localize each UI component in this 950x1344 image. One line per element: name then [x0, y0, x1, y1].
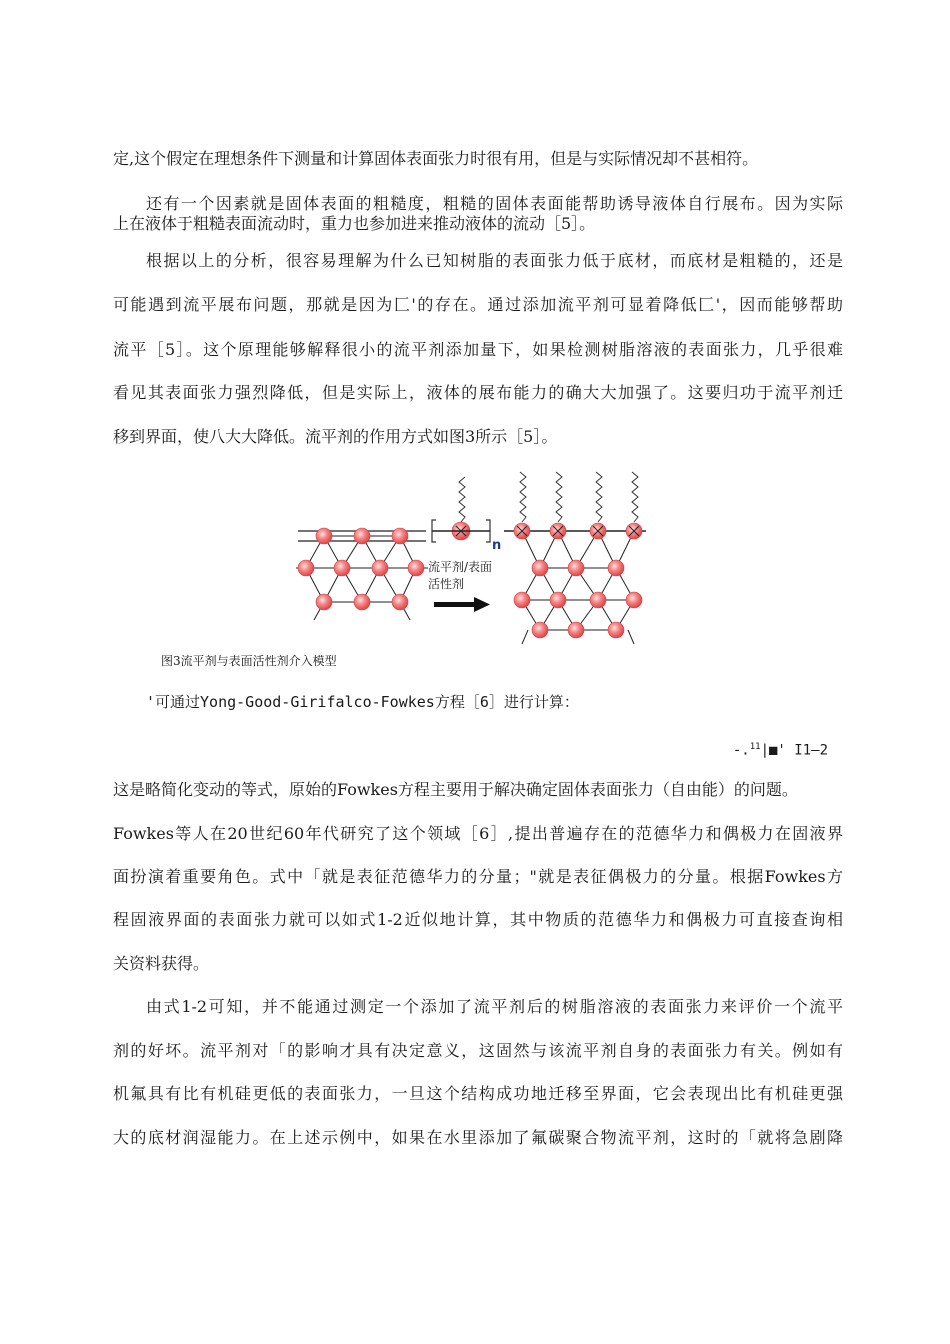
figure-label-line-1: 流平剂/表面: [428, 560, 493, 574]
right-lattice: [504, 472, 646, 644]
alkyl-chain: [632, 472, 638, 522]
paragraph-4-line-2: Fowkes等人在20世纪60年代研究了这个领域［6］,提出普遍存在的范德华力和偶极力在固液界: [113, 824, 843, 843]
arrow-right-icon: [434, 597, 490, 612]
equation-superscript: 11: [749, 742, 761, 752]
figure-label-line-2: 活性剂: [428, 577, 465, 591]
paragraph-3-line-1: 根据以上的分析，很容易理解为什么已知树脂的表面张力低于底材，而底材是粗糙的，还是: [146, 251, 843, 270]
lattice-sphere: [590, 592, 606, 608]
lattice-sphere: [316, 528, 332, 544]
lattice-sphere: [608, 560, 624, 576]
paragraph-5-line-3: 机氟具有比有机硅更低的表面张力，一旦这个结构成功地迁移至界面，它会表现出比有机硅更强: [113, 1084, 843, 1103]
lattice-sphere: [532, 560, 548, 576]
lattice-sphere: [354, 528, 370, 544]
paragraph-2-line-1: 还有一个因素就是固体表面的粗糙度，粗糙的固体表面能帮助诱导液体自行展布。因为实际: [146, 194, 843, 213]
lattice-sphere: [334, 560, 350, 576]
paragraph-3-line-5: 移到界面，使八大大降低。流平剂的作用方式如图3所示［5］。: [113, 427, 558, 446]
left-lattice: [296, 477, 470, 620]
lattice-sphere: [316, 594, 332, 610]
paragraph-4-line-5: 关资料获得。: [113, 954, 210, 973]
lattice-sphere: [568, 622, 584, 638]
formula-intro: '可通过Yong-Good-Girifalco-Fowkes方程［6］进行计算：: [146, 693, 579, 711]
paragraph-4-line-3: 面扮演着重要角色。式中「就是表征范德华力的分量；"就是表征偶极力的分量。根据Fowkes方: [113, 867, 843, 886]
lattice-sphere: [532, 622, 548, 638]
figure-caption: 图3流平剂与表面活性剂介入模型: [161, 654, 337, 668]
alkyl-chain: [556, 472, 562, 522]
lattice-sphere: [568, 560, 584, 576]
alkyl-chain: [459, 477, 465, 522]
paragraph-4-line-4: 程固液界面的表面张力就可以如式1-2近似地计算，其中物质的范德华力和偶极力可直接查询相: [113, 910, 843, 929]
paragraph-1-line-1: 定,这个假定在理想条件下测量和计算固体表面张力时很有用，但是与实际情况却不甚相符。: [113, 149, 759, 168]
lattice-sphere: [608, 622, 624, 638]
lattice-sphere: [408, 560, 424, 576]
lattice-sphere: [354, 594, 370, 610]
equation-1-2: [733, 738, 828, 760]
lattice-sphere: [372, 560, 388, 576]
paragraph-5-line-2: 剂的好坏。流平剂对「的影响才具有决定意义，这固然与该流平剂自身的表面张力有关。例如有: [113, 1041, 843, 1060]
paragraph-5-line-1: 由式1-2可知，并不能通过测定一个添加了流平剂后的树脂溶液的表面张力来评价一个流平: [146, 997, 843, 1016]
alkyl-chain: [520, 472, 526, 522]
paragraph-2-line-2: 上在液体于粗糙表面流动时，重力也参加进来推动液体的流动［5］。: [113, 214, 596, 233]
paragraph-4-line-1: 这是略简化变动的等式，原始的Fowkes方程主要用于解决确定固体表面张力（自由能）的问题。: [113, 780, 798, 799]
lattice-sphere: [514, 592, 530, 608]
paragraph-3-line-3: 流平［5］。这个原理能够解释很小的流平剂添加量下，如果检测树脂溶液的表面张力，几乎很难: [113, 340, 843, 359]
lattice-sphere: [626, 592, 642, 608]
equation-prefix: -.: [732, 742, 750, 759]
paragraph-3-line-2: 可能遇到流平展布问题，那就是因为匚'的存在。通过添加流平剂可显着降低匚'，因而能够帮助: [113, 295, 843, 314]
lattice-sphere: [298, 560, 314, 576]
equation-suffix: |■' I1—2: [760, 742, 828, 759]
figure-leveling-agent-model: [296, 468, 646, 650]
lattice-sphere: [392, 594, 408, 610]
alkyl-chain: [596, 472, 602, 522]
lattice-sphere: [392, 528, 408, 544]
repeat-subscript: n: [492, 538, 502, 553]
lattice-sphere: [550, 592, 566, 608]
paragraph-3-line-4: 看见其表面张力强烈降低，但是实际上，液体的展布能力的确大大加强了。这要归功于流平剂迁: [113, 383, 843, 402]
paragraph-5-line-4: 大的底材润湿能力。在上述示例中，如果在水里添加了氟碳聚合物流平剂，这时的「就将急剧降: [113, 1128, 843, 1147]
